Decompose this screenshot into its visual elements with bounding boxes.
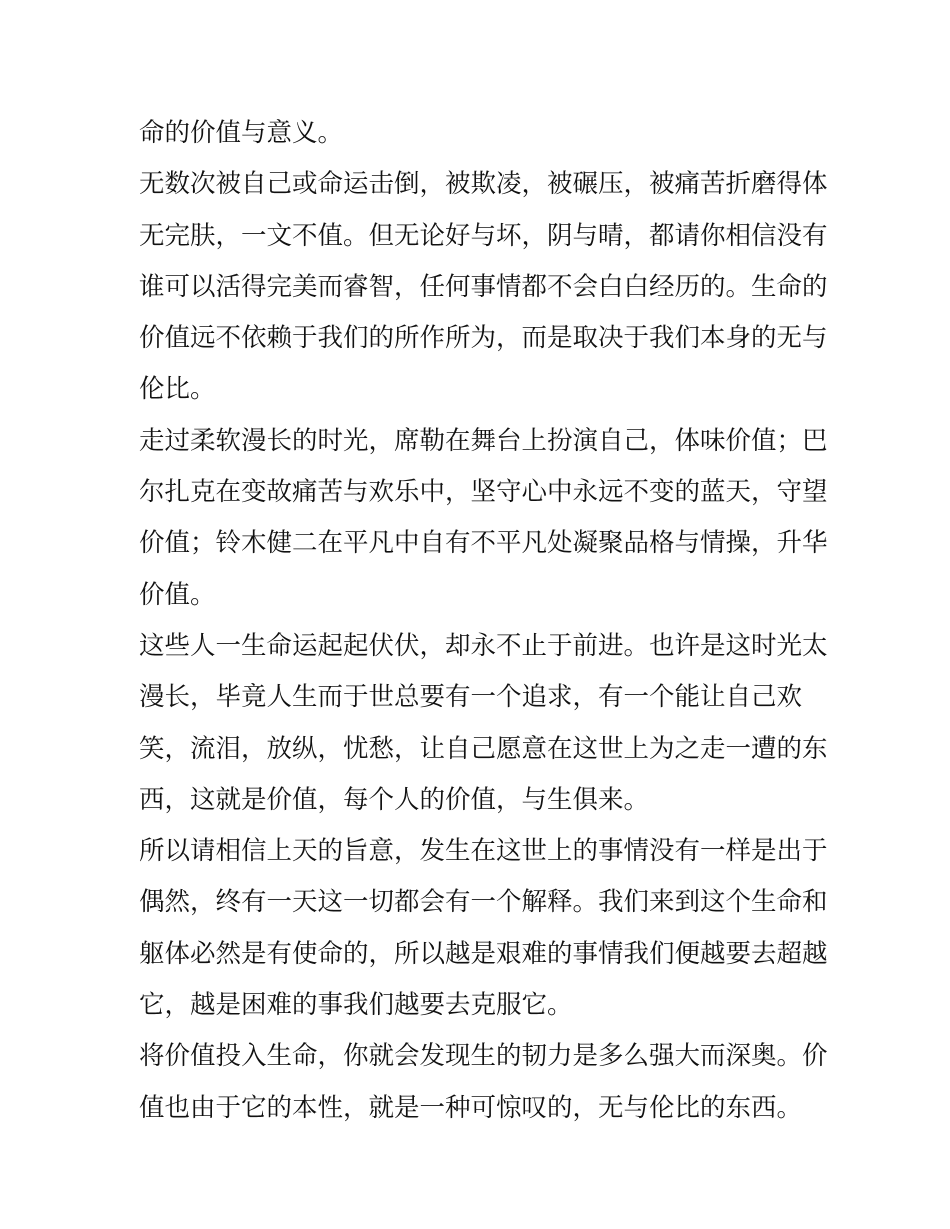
text-line: 西，这就是价值，每个人的价值，与生俱来。: [139, 784, 650, 815]
text-line: 值也由于它的本性，就是一种可惊叹的，无与伦比的东西。: [139, 1092, 803, 1123]
text-line: 走过柔软漫长的时光，席勒在舞台上扮演自己，体味价值；巴: [139, 425, 828, 456]
text-line: 无数次被自己或命运击倒，被欺凌，被碾压，被痛苦折磨得体: [139, 169, 828, 200]
text-line: 伦比。: [139, 374, 216, 405]
paragraph-6: [139, 1031, 828, 1134]
text-line: 无完肤，一文不值。但无论好与坏，阴与晴，都请你相信没有: [139, 220, 828, 251]
text-line: 价值远不依赖于我们的所作所为，而是取决于我们本身的无与: [139, 323, 828, 354]
text-line: 尔扎克在变故痛苦与欢乐中，坚守心中永远不变的蓝天，守望: [139, 477, 828, 508]
paragraph-5: [139, 826, 828, 1031]
text-line: 价值。: [139, 579, 216, 610]
text-line: 所以请相信上天的旨意，发生在这世上的事情没有一样是出于: [139, 836, 828, 867]
paragraph-1: [139, 108, 819, 159]
text-line: 将价值投入生命，你就会发现生的韧力是多么强大而深奥。价: [139, 1041, 828, 1072]
text-line: 偶然，终有一天这一切都会有一个解释。我们来到这个生命和: [139, 887, 828, 918]
text-line: 谁可以活得完美而睿智，任何事情都不会白白经历的。生命的: [139, 271, 828, 302]
text-line: 这些人一生命运起起伏伏，却永不止于前进。也许是这时光太: [139, 630, 828, 661]
paragraph-4: [139, 621, 828, 826]
paragraph-3: [139, 416, 828, 621]
paragraph-2: [139, 159, 828, 415]
text-line: 躯体必然是有使命的，所以越是艰难的事情我们便越要去超越: [139, 938, 828, 969]
text-line: 笑，流泪，放纵，忧愁，让自己愿意在这世上为之走一遭的东: [139, 733, 828, 764]
text-line: 命的价值与意义。: [139, 118, 344, 148]
text-line: 漫长，毕竟人生而于世总要有一个追求，有一个能让自己欢: [139, 682, 803, 713]
text-line: 它，越是困难的事我们越要去克服它。: [139, 990, 573, 1021]
body-text: [139, 108, 828, 1134]
text-line: 价值；铃木健二在平凡中自有不平凡处凝聚品格与情操，升华: [139, 528, 828, 559]
